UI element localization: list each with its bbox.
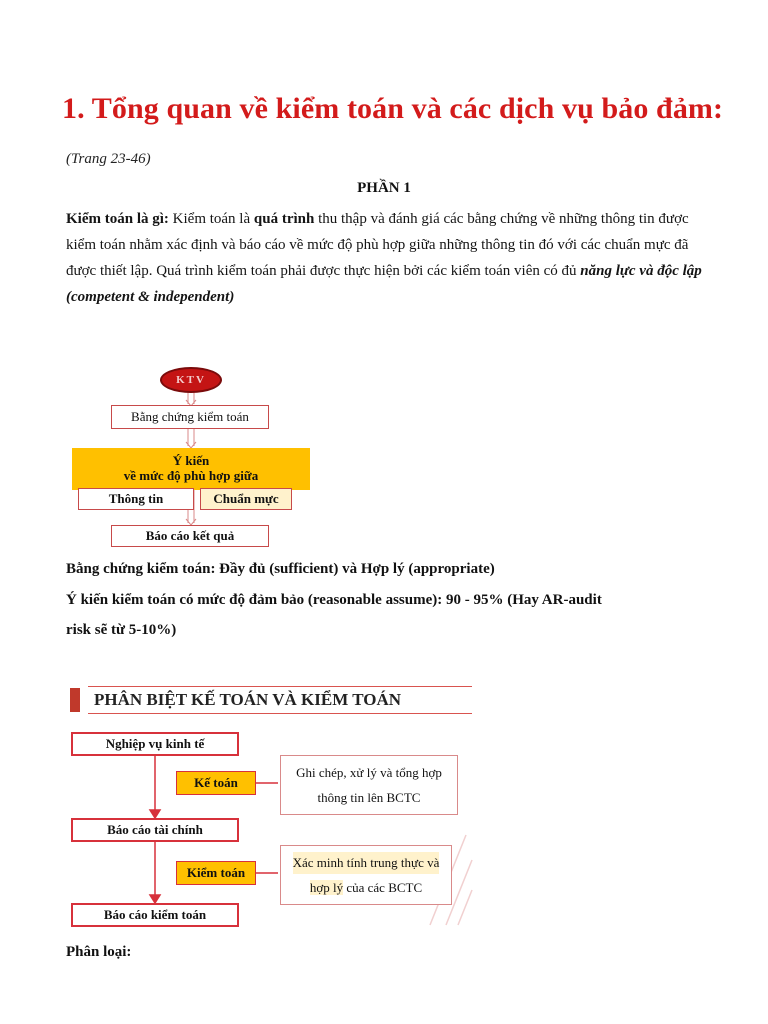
assurance-note-line-2: risk sẽ từ 5-10%) — [66, 622, 177, 638]
financial-statements-box: Báo cáo tài chính — [71, 818, 239, 842]
accounting-description — [280, 755, 458, 815]
accounting-desc-line-2: thông tin lên BCTC — [317, 790, 421, 805]
economic-transaction-box: Nghiệp vụ kinh tế — [71, 732, 239, 756]
report-box: Báo cáo kết quả — [111, 525, 269, 547]
page-range: (Trang 23-46) — [66, 151, 151, 167]
definition-text-1: Kiểm toán là — [168, 211, 254, 227]
auditing-desc-rest: của các BCTC — [343, 880, 423, 895]
assurance-note-line-1: Ý kiến kiểm toán có mức độ đảm bảo (reasonable assume): 90 - 95% (Hay AR-audit — [66, 592, 602, 608]
opinion-line-2: về mức độ phù hợp giữa — [123, 468, 259, 483]
information-box: Thông tin — [78, 488, 194, 510]
part-heading: PHẦN 1 — [357, 180, 411, 196]
definition-lead: Kiểm toán là gì: — [66, 211, 169, 227]
audit-report-box: Báo cáo kiểm toán — [71, 903, 239, 927]
opinion-line-1: Ý kiến — [172, 453, 210, 468]
auditor-node: KTV — [160, 367, 222, 393]
standards-box: Chuẩn mực — [200, 488, 292, 510]
diagram2-title: PHÂN BIỆT KẾ TOÁN VÀ KIỂM TOÁN — [94, 690, 402, 709]
auditing-desc-line-2 — [281, 875, 451, 900]
classification-heading: Phân loại: — [66, 944, 132, 960]
auditing-desc-line-1: Xác minh tính trung thực và — [293, 852, 440, 874]
auditing-desc-highlight: hợp lý — [309, 880, 344, 895]
definition-text-2: thu thập và đánh giá các bằng chứng về những thông tin được kiểm toán nhằm xác định và báo cáo về mức độ phù hợp giữa những thông tin đó với các chuẩn mực đã được thiết lập. Quá trình kiểm toán phải được thực hiện bởi các kiểm toán viên có đủ — [66, 211, 689, 279]
definition-bold: quá trình — [253, 211, 315, 227]
definition-emphasis: năng lực và độc lập (competent & independent) — [66, 263, 702, 305]
auditing-tag: Kiểm toán — [176, 861, 256, 885]
auditing-description — [280, 845, 452, 905]
accounting-tag: Kế toán — [176, 771, 256, 795]
evidence-box: Bằng chứng kiểm toán — [111, 405, 269, 429]
evidence-note: Bằng chứng kiểm toán: Đầy đủ (sufficient) và Hợp lý (appropriate) — [66, 561, 495, 577]
accounting-desc-line-1: Ghi chép, xử lý và tổng hợp — [296, 765, 442, 780]
page-title: 1. Tổng quan về kiểm toán và các dịch vụ bảo đảm: — [62, 92, 724, 125]
